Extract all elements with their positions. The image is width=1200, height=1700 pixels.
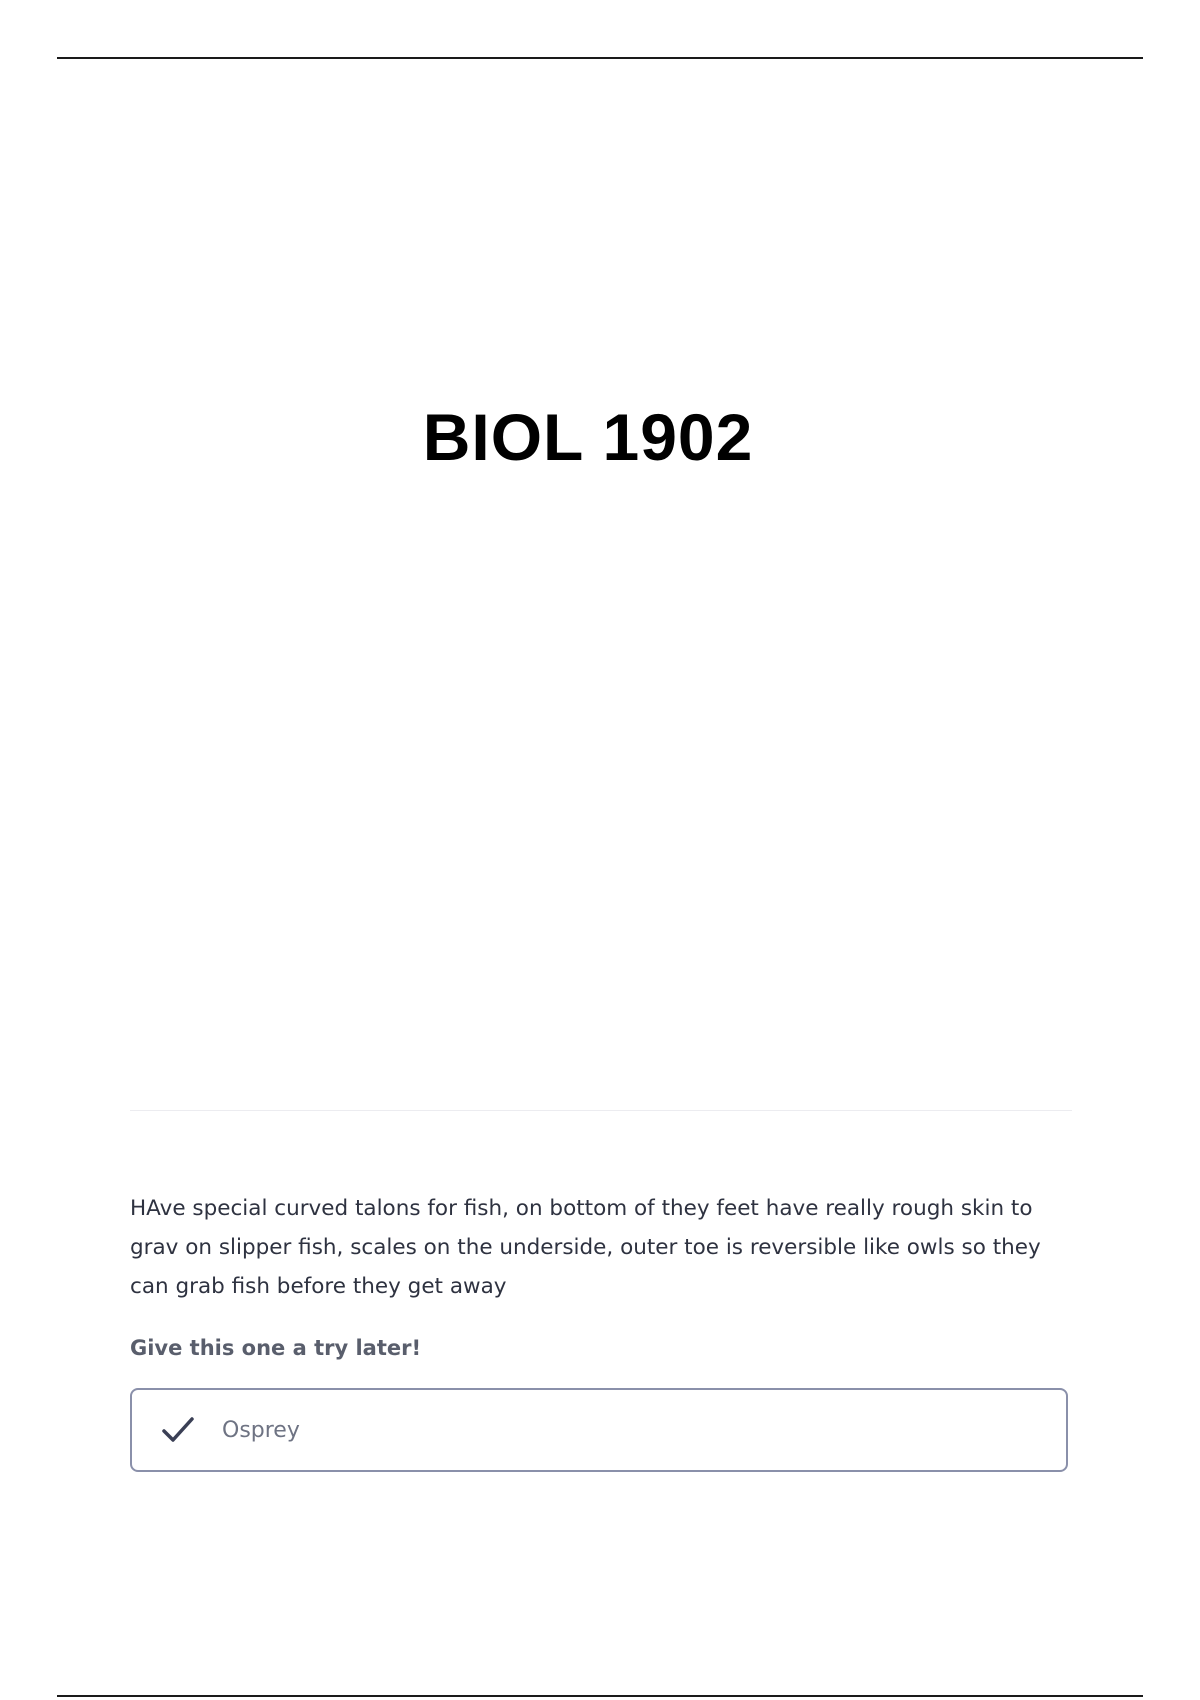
course-title: BIOL 1902 [422,400,754,474]
answer-option[interactable] [130,1388,1068,1472]
top-rule [57,57,1143,59]
check-icon [160,1412,196,1448]
answer-text: Osprey [222,1417,300,1443]
bottom-rule [57,1695,1143,1697]
retry-hint: Give this one a try later! [130,1336,422,1360]
card-divider [130,1110,1072,1111]
flashcard-definition: HAve special curved talons for fish, on bottom of they feet have really rough skin to grav on slipper fish, scales on the underside, outer toe is reversible like owls so they can grab fish before they get away [130,1196,1041,1299]
flashcard [130,1110,1072,1472]
